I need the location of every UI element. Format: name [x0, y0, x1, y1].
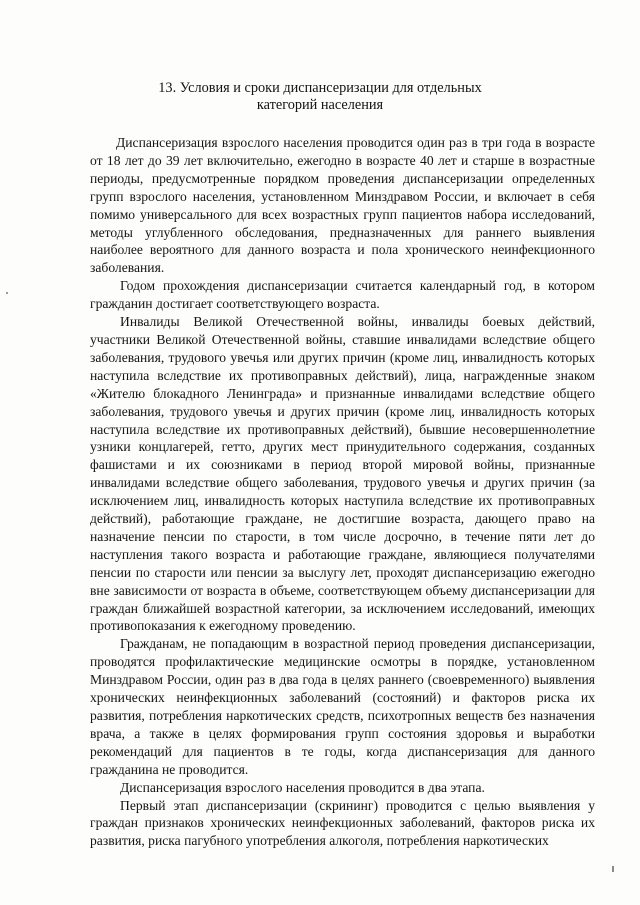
document-body [90, 134, 595, 850]
paragraph-dispensarization-frequency: Диспансеризация взрослого населения проводится один раз в три года в возрасте от 18 лет до 39 лет включительно, ежегодно в возрасте 40 лет и старше в возрастные периоды, предусмотренные порядком проведения диспансеризации определенных групп взрослого населения, установленном Минздравом России, и включает в себя помимо универсального для всех возрастных групп пациентов набора исследований, методы углубленного обследования, предназначенных для раннего выявления наиболее вероятного для данного возраста и пола хронического неинфекционного заболевания. [90, 135, 595, 276]
section-heading-line-2: категорий населения [256, 96, 384, 113]
paragraph-first-stage: Первый этап диспансеризации (скрининг) проводится с целью выявления у граждан признаков хронических неинфекционных заболеваний, факторов риска их развития, риска пагубного употребления алкоголя, потребления наркотических [90, 797, 595, 849]
paragraph-calendar-year: Годом прохождения диспансеризации считается календарный год, в котором гражданин достигает соответствующего возраста. [90, 278, 595, 312]
paragraph-preventive-examinations: Гражданам, не попадающим в возрастной период проведения диспансеризации, проводятся профилактические медицинские осмотры в порядке, установленном Минздравом России, один раз в два года в целях раннего (своевременного) выявления хронических неинфекционных заболеваний (состояний) и факторов риска их развития, потребления наркотических средств, психотропных веществ без назначения врача, а также в целях формирования групп состояния здоровья и выработки рекомендаций для пациентов в те годы, когда диспансеризация для данного гражданина не проводится. [90, 636, 595, 777]
scan-mark [612, 866, 614, 872]
section-heading [0, 80, 640, 113]
scan-speck [6, 292, 8, 294]
section-heading-line-1: 13. Условия и сроки диспансеризации для отдельных [158, 80, 482, 96]
paragraph-two-stages: Диспансеризация взрослого населения проводится в два этапа. [120, 779, 485, 795]
paragraph-veterans-annual: Инвалиды Великой Отечественной войны, инвалиды боевых действий, участники Великой Отечественной войны, ставшие инвалидами вследствие общего заболевания, трудового увечья или других причин (кроме лиц, инвалидность которых наступила вследствие их противоправных действий), лица, награжденные знаком «Жителю блокадного Ленинграда» и признанные инвалидами вследствие общего заболевания, трудового увечья и других причин (кроме лиц, инвалидность которых наступила вследствие их противоправных действий), бывшие несовершеннолетние узники концлагерей, гетто, других мест принудительного содержания, созданных фашистами и их союзниками в период второй мировой войны, признанные инвалидами вследствие общего заболевания, трудового увечья и других причин (за исключением лиц, инвалидность которых наступила вследствие их противоправных действий), работающие граждане, не достигшие возраста, дающего право на назначение пенсии по старости, в том числе досрочно, в течение пяти лет до наступления такого возраста и работающие граждане, являющиеся получателями пенсии по старости или пенсии за выслугу лет, проходят диспансеризацию ежегодно вне зависимости от возраста в объеме, соответствующем объему диспансеризации для граждан ближайшей возрастной категории, за исключением исследований, имеющих противопоказания к ежегодному проведению. [90, 314, 595, 634]
